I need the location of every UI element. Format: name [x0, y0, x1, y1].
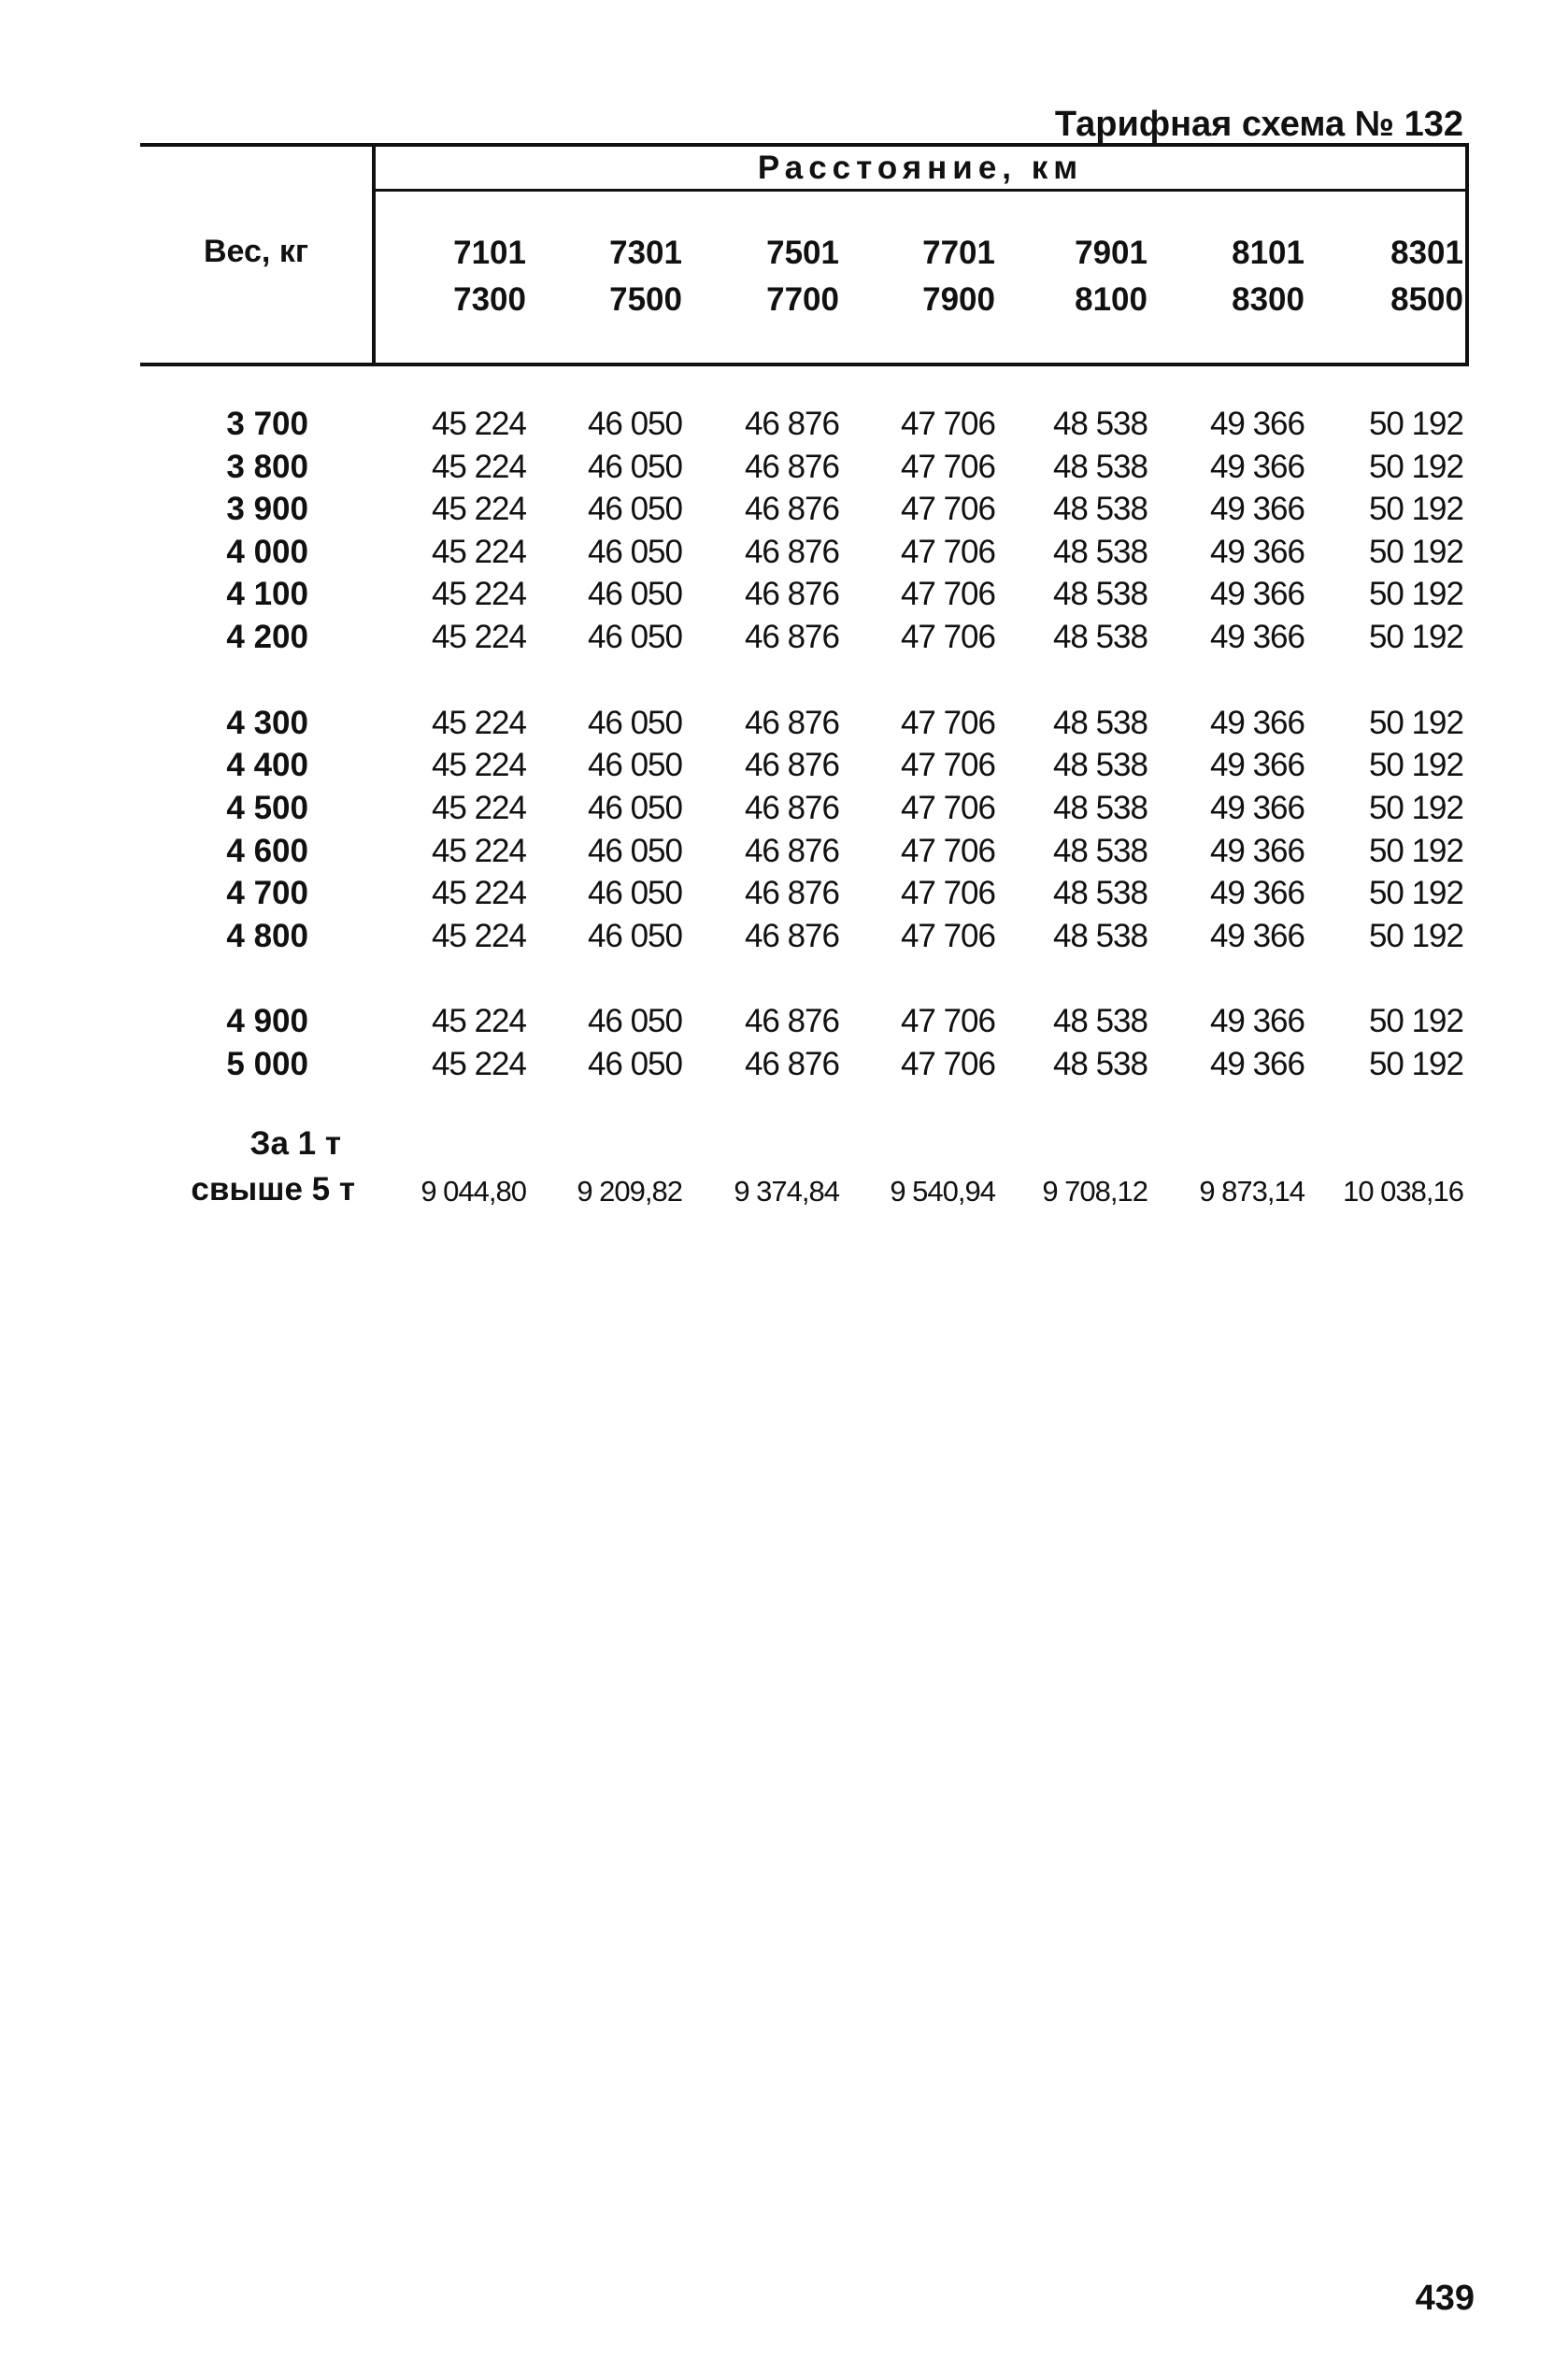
- tariff-cell: 46 050: [587, 1003, 682, 1039]
- distance-range-header: [855, 230, 995, 323]
- tariff-cell: 45 224: [431, 1046, 526, 1082]
- distance-to: 7500: [609, 281, 682, 318]
- distance-from: 7501: [766, 235, 839, 271]
- weight-cell: 4 700: [226, 875, 308, 911]
- tariff-cell: 46 050: [587, 790, 682, 826]
- tariff-cell: 47 706: [900, 833, 995, 869]
- tariff-cell: 46 876: [744, 1003, 839, 1039]
- tariff-cell: 49 366: [1209, 875, 1304, 911]
- tariff-cell: 47 706: [900, 491, 995, 527]
- distance-from: 8301: [1390, 235, 1463, 271]
- distance-range-header: [542, 230, 682, 323]
- per-ton-rate-cell: 9 873,14: [1199, 1175, 1304, 1208]
- weight-cell: 4 400: [226, 747, 308, 783]
- distance-range-header: [699, 230, 839, 323]
- tariff-cell: 50 192: [1368, 1003, 1463, 1039]
- tariff-cell: 46 876: [744, 875, 839, 911]
- distance-range-header: [1323, 230, 1463, 323]
- footer-label-line1: За 1 т: [249, 1125, 341, 1162]
- tariff-cell: 46 050: [587, 576, 682, 612]
- distance-band-rule: [376, 189, 1465, 192]
- tariff-cell: 48 538: [1052, 833, 1147, 869]
- distance-from: 7701: [922, 235, 995, 271]
- tariff-cell: 45 224: [431, 918, 526, 954]
- distance-range-header: [1164, 230, 1304, 323]
- tariff-cell: 48 538: [1052, 449, 1147, 485]
- distance-band-label: Расстояние, км: [757, 150, 1084, 186]
- weight-cell: 4 200: [226, 619, 308, 655]
- tariff-cell: 47 706: [900, 1003, 995, 1039]
- header-double-rule: [140, 364, 1469, 366]
- weight-cell: 4 300: [226, 705, 308, 741]
- tariff-cell: 48 538: [1052, 1003, 1147, 1039]
- tariff-cell: 45 224: [431, 491, 526, 527]
- tariff-cell: 45 224: [431, 1003, 526, 1039]
- tariff-cell: 50 192: [1368, 833, 1463, 869]
- tariff-cell: 46 050: [587, 449, 682, 485]
- weight-column-header: Вес, кг: [204, 234, 308, 269]
- distance-to: 7900: [922, 281, 995, 318]
- weight-cell: 3 700: [226, 406, 308, 442]
- weight-cell: 4 100: [226, 576, 308, 612]
- tariff-cell: 50 192: [1368, 406, 1463, 442]
- per-ton-rate-cell: 9 044,80: [421, 1175, 526, 1208]
- tariff-cell: 48 538: [1052, 747, 1147, 783]
- weight-cell: 4 500: [226, 790, 308, 826]
- tariff-cell: 49 366: [1209, 918, 1304, 954]
- tariff-cell: 49 366: [1209, 705, 1304, 741]
- tariff-cell: 47 706: [900, 1046, 995, 1082]
- weight-cell: 3 900: [226, 491, 308, 527]
- tariff-cell: 48 538: [1052, 875, 1147, 911]
- tariff-cell: 48 538: [1052, 918, 1147, 954]
- tariff-cell: 46 050: [587, 406, 682, 442]
- tariff-cell: 46 876: [744, 406, 839, 442]
- tariff-cell: 46 876: [744, 747, 839, 783]
- tariff-cell: 48 538: [1052, 491, 1147, 527]
- tariff-cell: 49 366: [1209, 1003, 1304, 1039]
- tariff-cell: 48 538: [1052, 406, 1147, 442]
- weight-cell: 4 000: [226, 534, 308, 570]
- tariff-cell: 46 876: [744, 619, 839, 655]
- tariff-cell: 45 224: [431, 406, 526, 442]
- tariff-cell: 49 366: [1209, 406, 1304, 442]
- page-number: 439: [1415, 2279, 1475, 2318]
- per-ton-rate-cell: 9 540,94: [890, 1175, 995, 1208]
- distance-to: 7700: [766, 281, 839, 318]
- tariff-cell: 45 224: [431, 790, 526, 826]
- tariff-cell: 50 192: [1368, 534, 1463, 570]
- tariff-cell: 49 366: [1209, 449, 1304, 485]
- tariff-cell: 49 366: [1209, 619, 1304, 655]
- tariff-cell: 49 366: [1209, 491, 1304, 527]
- tariff-cell: 46 876: [744, 1046, 839, 1082]
- tariff-cell: 46 050: [587, 534, 682, 570]
- tariff-cell: 50 192: [1368, 875, 1463, 911]
- weight-cell: 3 800: [226, 449, 308, 485]
- tariff-cell: 45 224: [431, 747, 526, 783]
- tariff-cell: 46 876: [744, 449, 839, 485]
- tariff-cell: 46 876: [744, 790, 839, 826]
- per-ton-rate-cell: 10 038,16: [1343, 1175, 1463, 1208]
- weight-cell: 4 900: [226, 1003, 308, 1039]
- tariff-cell: 49 366: [1209, 833, 1304, 869]
- tariff-cell: 50 192: [1368, 491, 1463, 527]
- distance-to: 8300: [1232, 281, 1304, 318]
- per-ton-rate-cell: 9 209,82: [577, 1175, 682, 1208]
- tariff-cell: 45 224: [431, 576, 526, 612]
- tariff-cell: 45 224: [431, 534, 526, 570]
- tariff-cell: 49 366: [1209, 747, 1304, 783]
- weight-cell: 5 000: [226, 1046, 308, 1082]
- tariff-cell: 50 192: [1368, 449, 1463, 485]
- tariff-cell: 45 224: [431, 705, 526, 741]
- distance-to: 8500: [1390, 281, 1463, 318]
- tariff-cell: 46 050: [587, 619, 682, 655]
- tariff-cell: 45 224: [431, 833, 526, 869]
- tariff-cell: 45 224: [431, 449, 526, 485]
- tariff-cell: 49 366: [1209, 534, 1304, 570]
- tariff-cell: 46 050: [587, 705, 682, 741]
- tariff-cell: 50 192: [1368, 619, 1463, 655]
- tariff-cell: 47 706: [900, 918, 995, 954]
- tariff-cell: 47 706: [900, 705, 995, 741]
- tariff-cell: 46 050: [587, 833, 682, 869]
- distance-from: 7101: [453, 235, 526, 271]
- distance-range-header: [1007, 230, 1147, 323]
- tariff-cell: 50 192: [1368, 576, 1463, 612]
- tariff-cell: 49 366: [1209, 790, 1304, 826]
- tariff-cell: 50 192: [1368, 747, 1463, 783]
- tariff-cell: 48 538: [1052, 1046, 1147, 1082]
- tariff-cell: 47 706: [900, 747, 995, 783]
- per-ton-rate-cell: 9 374,84: [734, 1175, 839, 1208]
- tariff-cell: 48 538: [1052, 619, 1147, 655]
- tariff-cell: 50 192: [1368, 918, 1463, 954]
- tariff-title: Тарифная схема № 132: [1054, 105, 1463, 144]
- tariff-cell: 46 876: [744, 833, 839, 869]
- tariff-cell: 46 876: [744, 576, 839, 612]
- distance-range-header: [386, 230, 526, 323]
- tariff-cell: 49 366: [1209, 1046, 1304, 1082]
- footer-label-line2: свыше 5 т: [191, 1171, 355, 1208]
- tariff-cell: 46 050: [587, 491, 682, 527]
- tariff-cell: 46 050: [587, 747, 682, 783]
- tariff-cell: 48 538: [1052, 576, 1147, 612]
- tariff-cell: 46 050: [587, 875, 682, 911]
- distance-from: 8101: [1232, 235, 1304, 271]
- distance-to: 7300: [453, 281, 526, 318]
- tariff-cell: 45 224: [431, 875, 526, 911]
- tariff-cell: 46 876: [744, 491, 839, 527]
- weight-cell: 4 800: [226, 918, 308, 954]
- distance-from: 7901: [1075, 235, 1147, 271]
- weight-cell: 4 600: [226, 833, 308, 869]
- tariff-cell: 46 050: [587, 918, 682, 954]
- tariff-cell: 48 538: [1052, 790, 1147, 826]
- tariff-cell: 47 706: [900, 449, 995, 485]
- tariff-cell: 47 706: [900, 534, 995, 570]
- distance-to: 8100: [1075, 281, 1147, 318]
- tariff-cell: 48 538: [1052, 705, 1147, 741]
- distance-from: 7301: [609, 235, 682, 271]
- tariff-cell: 48 538: [1052, 534, 1147, 570]
- tariff-cell: 46 876: [744, 705, 839, 741]
- tariff-cell: 50 192: [1368, 1046, 1463, 1082]
- tariff-cell: 46 876: [744, 534, 839, 570]
- tariff-cell: 45 224: [431, 619, 526, 655]
- tariff-cell: 47 706: [900, 790, 995, 826]
- tariff-cell: 50 192: [1368, 790, 1463, 826]
- tariff-cell: 49 366: [1209, 576, 1304, 612]
- tariff-cell: 46 050: [587, 1046, 682, 1082]
- tariff-cell: 47 706: [900, 619, 995, 655]
- per-ton-rate-cell: 9 708,12: [1042, 1175, 1147, 1208]
- tariff-cell: 50 192: [1368, 705, 1463, 741]
- tariff-cell: 47 706: [900, 406, 995, 442]
- tariff-cell: 46 876: [744, 918, 839, 954]
- tariff-cell: 47 706: [900, 875, 995, 911]
- tariff-cell: 47 706: [900, 576, 995, 612]
